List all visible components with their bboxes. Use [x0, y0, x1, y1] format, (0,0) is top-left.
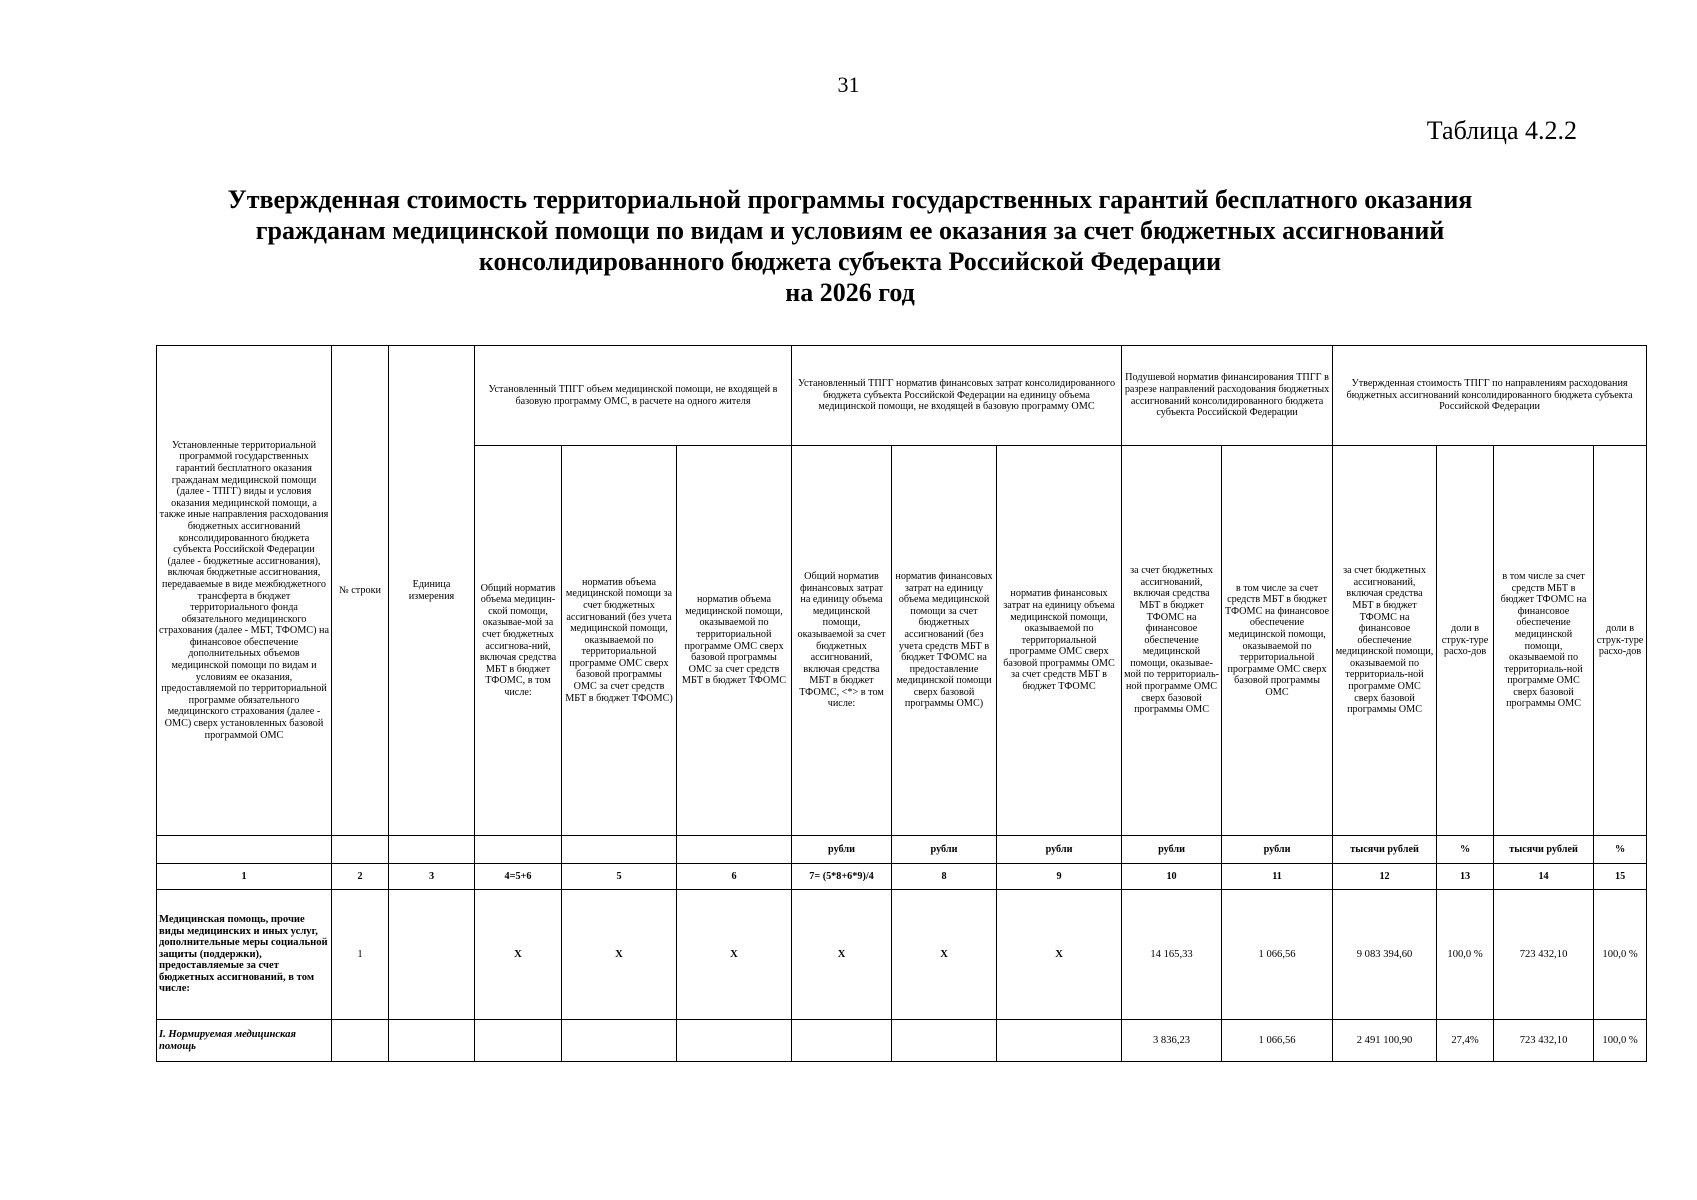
col-number: 7= (5*8+6*9)/4: [792, 864, 892, 890]
cell-c8: X: [892, 890, 997, 1020]
col-number: 3: [389, 864, 475, 890]
col-number: 15: [1594, 864, 1647, 890]
col-number: 10: [1122, 864, 1222, 890]
cell-c6: X: [677, 890, 792, 1020]
column-numbers-row: [157, 864, 1647, 890]
header-col-4: Общий норматив объема медицин-ской помощи, оказывае-мой за счет бюджетных ассигнова-ний, включая средства МБТ в бюджет ТФОМС, в том числе:: [475, 446, 562, 836]
unit-cell: [389, 836, 475, 864]
header-col-7: Общий норматив финансовых затрат на единицу объема медицинской помощи, оказываемой за счет бюджетных ассигнований, включая средства МБТ в бюджет ТФОМС, <*> в том числе:: [792, 446, 892, 836]
header-col-12: за счет бюджетных ассигнований, включая средства МБТ в бюджет ТФОМС на финансовое обеспечение медицинской помощи, оказываемой по территориаль-ной программе ОМС сверх базовой программы ОМС: [1333, 446, 1437, 836]
header-row-groups: [157, 346, 1647, 446]
table-label: Таблица 4.2.2: [1426, 116, 1577, 145]
unit-cell: [562, 836, 677, 864]
unit-cell: тысячи рублей: [1333, 836, 1437, 864]
cell-c11: 1 066,56: [1222, 1020, 1333, 1062]
header-col-8: норматив финансовых затрат на единицу объема медицинской помощи за счет бюджетных ассигнований (без учета средств МБТ в бюджет ТФОМС на предоставление медицинской помощи сверх базовой программы ОМС): [892, 446, 997, 836]
col-number: 1: [157, 864, 332, 890]
cell-c15: 100,0 %: [1594, 1020, 1647, 1062]
unit-cell: рубли: [997, 836, 1122, 864]
header-group-volume: Установленный ТПГГ объем медицинской помощи, не входящей в базовую программу ОМС, в расчете на одного жителя: [475, 346, 792, 446]
header-col-11: в том числе за счет средств МБТ в бюджет ТФОМС на финансовое обеспечение медицинской помощи, оказываемой по территориальной программе ОМС сверх базовой программы ОМС: [1222, 446, 1333, 836]
row-line-number: 1: [332, 890, 389, 1020]
header-col-13: доли в струк-туре расхо-дов: [1437, 446, 1494, 836]
cell-c15: 100,0 %: [1594, 890, 1647, 1020]
unit-cell: %: [1594, 836, 1647, 864]
unit-cell: рубли: [792, 836, 892, 864]
cell-c9: [997, 1020, 1122, 1062]
title-line-1: Утвержденная стоимость территориальной программы государственных гарантий бесплатного оказания: [227, 185, 1473, 214]
col-number: 2: [332, 864, 389, 890]
unit-cell: рубли: [1122, 836, 1222, 864]
header-col-1: Установленные территориальной программой государственных гарантий бесплатного оказания гражданам медицинской помощи (далее - ТПГГ) виды и условия оказания медицинской помощи, а также иные направления расходования бюджетных ассигнований консолидированного бюджета субъекта Российской Федерации (далее - бюджетные ассигнования), включая бюджетные ассигнования, передаваемые в виде межбюджетного трансферта в бюджет территориального фонда обязательного медицинского страхования (далее - МБТ, ТФОМС) на финансовое обеспечение дополнительных объемов медицинской помощи по видам и условиям ее оказания, предоставляемой по территориальной программе обязательного медицинского страхования (далее - ОМС) сверх установленных базовой программой ОМС: [157, 346, 332, 836]
cell-c8: [892, 1020, 997, 1062]
row-name: Медицинская помощь, прочие виды медицинских и иных услуг, дополнительные меры социальной защиты (поддержки), предоставляемые за счет бюджетных ассигнований, в том числе:: [157, 890, 332, 1020]
unit-cell: рубли: [892, 836, 997, 864]
header-col-14: в том числе за счет средств МБТ в бюджет ТФОМС на финансовое обеспечение медицинской помощи, оказываемой по территориаль-ной программе ОМС сверх базовой программы ОМС: [1494, 446, 1594, 836]
unit-cell: [332, 836, 389, 864]
header-col-3: Единица измерения: [389, 346, 475, 836]
cell-c13: 100,0 %: [1437, 890, 1494, 1020]
cell-c14: 723 432,10: [1494, 890, 1594, 1020]
header-col-5: норматив объема медицинской помощи за счет бюджетных ассигнований (без учета медицинской помощи, оказываемой по территориальной программе ОМС сверх базовой программы ОМС за счет средств МБТ в бюджет ТФОМС): [562, 446, 677, 836]
unit-cell: [677, 836, 792, 864]
cell-c5: X: [562, 890, 677, 1020]
header-group-cost: Утвержденная стоимость ТПГГ по направлениям расходования бюджетных ассигнований консолидированного бюджета субъекта Российской Федерации: [1333, 346, 1647, 446]
cell-c13: 27,4%: [1437, 1020, 1494, 1062]
col-number: 13: [1437, 864, 1494, 890]
row-unit: [389, 1020, 475, 1062]
cell-c11: 1 066,56: [1222, 890, 1333, 1020]
header-col-9: норматив финансовых затрат на единицу объема медицинской помощи, оказываемой по территориальной программе ОМС сверх базовой программы ОМС за счет средств МБТ в бюджет ТФОМС: [997, 446, 1122, 836]
units-row: [157, 836, 1647, 864]
cell-c4: [475, 1020, 562, 1062]
table-row: [157, 890, 1647, 1020]
cell-c10: 14 165,33: [1122, 890, 1222, 1020]
cell-c7: X: [792, 890, 892, 1020]
header-col-2: № строки: [332, 346, 389, 836]
unit-cell: рубли: [1222, 836, 1333, 864]
col-number: 8: [892, 864, 997, 890]
document-title: [150, 184, 1550, 308]
header-col-6: норматив объема медицинской помощи, оказываемой по территориальной программе ОМС сверх базовой программы ОМС за счет средств МБТ в бюджет ТФОМС: [677, 446, 792, 836]
cost-table: [156, 345, 1647, 1062]
page-number: 31: [837, 72, 860, 97]
unit-cell: [475, 836, 562, 864]
col-number: 14: [1494, 864, 1594, 890]
col-number: 5: [562, 864, 677, 890]
col-number: 11: [1222, 864, 1333, 890]
unit-cell: [157, 836, 332, 864]
unit-cell: тысячи рублей: [1494, 836, 1594, 864]
cell-c12: 2 491 100,90: [1333, 1020, 1437, 1062]
cell-c5: [562, 1020, 677, 1062]
cell-c14: 723 432,10: [1494, 1020, 1594, 1062]
table-row: [157, 1020, 1647, 1062]
header-group-norm: Установленный ТПГГ норматив финансовых затрат консолидированного бюджета субъекта Российской Федерации на единицу объема медицинской помощи, не входящей в базовую программу ОМС: [792, 346, 1122, 446]
col-number: 4=5+6: [475, 864, 562, 890]
header-group-percapita: Подушевой норматив финансирования ТПГГ в разрезе направлений расходования бюджетных ассигнований консолидированного бюджета субъекта Российской Федерации: [1122, 346, 1333, 446]
cell-c12: 9 083 394,60: [1333, 890, 1437, 1020]
col-number: 9: [997, 864, 1122, 890]
title-line-3: консолидированного бюджета субъекта Российской Федерации: [478, 247, 1222, 276]
col-number: 12: [1333, 864, 1437, 890]
cell-c7: [792, 1020, 892, 1062]
header-col-10: за счет бюджетных ассигнований, включая средства МБТ в бюджет ТФОМС на финансовое обеспечение медицинской помощи, оказывае-мой по территориаль-ной программе ОМС сверх базовой программы ОМС: [1122, 446, 1222, 836]
cell-c6: [677, 1020, 792, 1062]
cell-c10: 3 836,23: [1122, 1020, 1222, 1062]
header-col-15: доли в струк-туре расхо-дов: [1594, 446, 1647, 836]
row-unit: [389, 890, 475, 1020]
row-line-number: [332, 1020, 389, 1062]
title-line-4: на 2026 год: [785, 278, 915, 307]
col-number: 6: [677, 864, 792, 890]
title-line-2: гражданам медицинской помощи по видам и условиям ее оказания за счет бюджетных ассигнований: [255, 216, 1445, 245]
cell-c9: X: [997, 890, 1122, 1020]
cell-c4: X: [475, 890, 562, 1020]
unit-cell: %: [1437, 836, 1494, 864]
row-name: I. Нормируемая медицинская помощь: [157, 1020, 332, 1062]
